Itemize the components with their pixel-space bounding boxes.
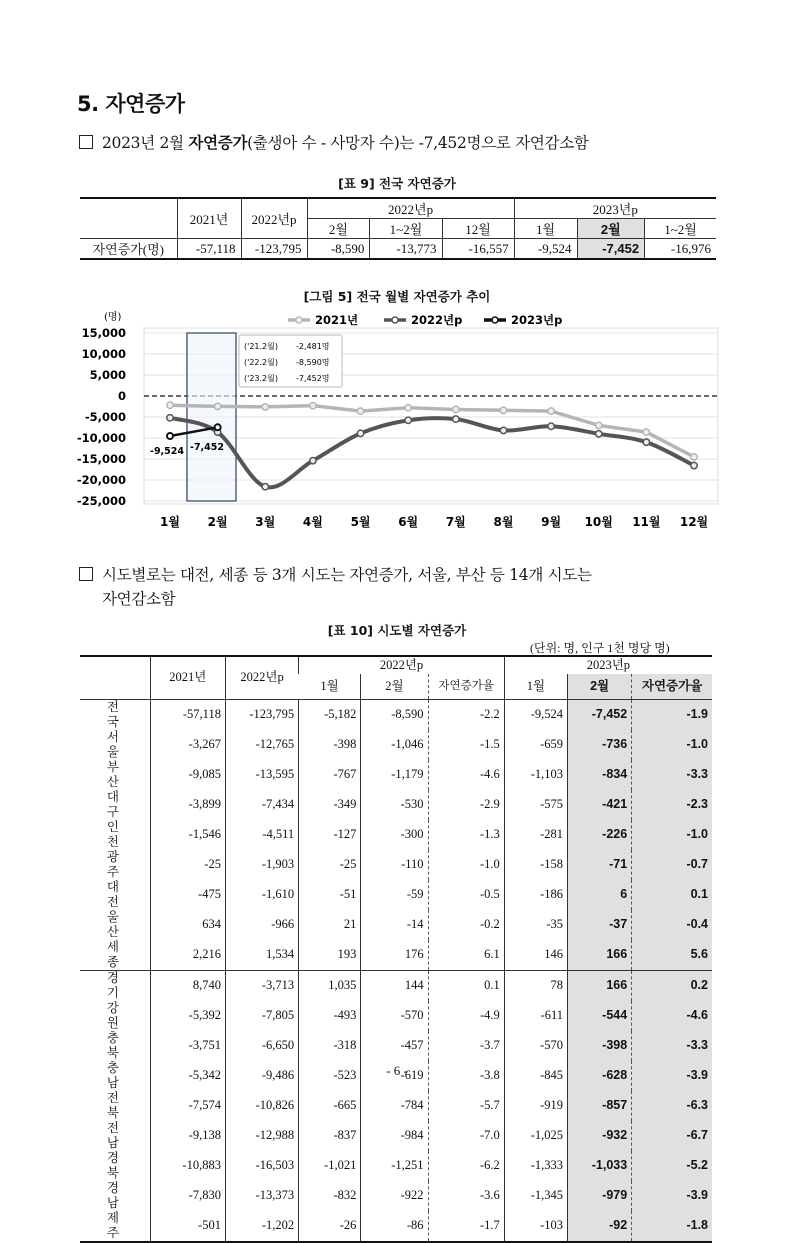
x-tick-label: 9월: [541, 515, 562, 529]
page-number: - 6 -: [386, 1063, 408, 1078]
y-tick-label: 0: [117, 389, 126, 403]
table-row: 충남 -5,342 -9,486 -523 -619 -3.8 -845 -628 -3.9: [80, 1061, 712, 1091]
x-tick-label: 2월: [207, 515, 228, 529]
series-point: [357, 430, 363, 436]
table-row: 세종 2,216 1,534 193 176 6.1 146 166 5.6: [80, 940, 712, 971]
table-row: 경북 -10,883 -16,503 -1,021 -1,251 -6.2 -1,333 -1,033 -5.2: [80, 1151, 712, 1181]
table-row: 제주 -501 -1,202 -26 -86 -1.7 -103 -92 -1.8: [80, 1211, 712, 1242]
square-bullet-icon: [79, 135, 93, 149]
annotation-box: [239, 335, 342, 387]
table-row: 경기 8,740 -3,713 1,035 144 0.1 78 166 0.2: [80, 970, 712, 1001]
series-point: [214, 403, 220, 409]
table-row: 서울 -3,267 -12,765 -398 -1,046 -1.5 -659 -736 -1.0: [80, 730, 712, 760]
y-tick-label: 10,000: [81, 347, 126, 361]
x-tick-label: 1월: [160, 515, 180, 529]
legend-label: 2022년p: [411, 313, 463, 327]
y-tick-label: -5,000: [84, 410, 126, 424]
series-point: [596, 431, 602, 437]
table-row: 대구 -3,899 -7,434 -349 -530 -2.9 -575 -421 -2.3: [80, 790, 712, 820]
table-row: 경남 -7,830 -13,373 -832 -922 -3.6 -1,345 -979 -3.9: [80, 1181, 712, 1211]
x-tick-label: 5월: [350, 515, 371, 529]
table-row: 대전 -475 -1,610 -51 -59 -0.5 -186 6 0.1: [80, 880, 712, 910]
table-row: 충북 -3,751 -6,650 -318 -457 -3.7 -570 -398 -3.3: [80, 1031, 712, 1061]
svg-text:-7,452명: -7,452명: [296, 374, 330, 383]
series-point: [310, 402, 316, 408]
series-point: [500, 427, 506, 433]
series-point: [453, 406, 459, 412]
x-tick-label: 8월: [493, 515, 514, 529]
table9-row-label: 자연증가(명): [80, 239, 177, 260]
figure5-chart: [0, 300, 794, 545]
x-tick-label: 11월: [632, 515, 661, 529]
table9: 2021년 2022년p 2022년p 2023년p 2월 1~2월 12월 1월 2월 1~2월 자연증가(명) -57,118 -123,795 -8,590 -13,773 -16,557 -9,524 -7,452 -16,976: [80, 197, 716, 260]
figure5-caption: [그림 5] 전국 월별 자연증가 추이: [303, 289, 491, 304]
y-tick-label: -20,000: [76, 473, 126, 487]
series-point: [453, 416, 459, 422]
series-point: [262, 484, 268, 490]
table-row: 전국 -57,118 -123,795 -5,182 -8,590 -2.2 -9,524 -7,452 -1.9: [80, 699, 712, 730]
series-point: [167, 415, 173, 421]
table-row: 강원 -5,392 -7,805 -493 -570 -4.9 -611 -544 -4.6: [80, 1001, 712, 1031]
table10: 2021년 2022년p 2022년p 2023년p 1월 2월 자연증가율 1월 2월 자연증가율 전국 -57,118 -123,795 -5,182 -8,590 -2.2 -9,524 -7,452 -1.9 서울 -3,267 -12,765 -398 -1,046 -1.5 -659 -736 -1.0 부산 -9,085 -13,595 -767 -1,179 -4.6 -1,103 -834 -3.3 대구 -3,899 -7,434 -349 -530 -2.9 -575 -421 -2.3 인천 -1,546 -4,511 -127 -300 -1.3 -281 -226 -1.0 광주 -25 -1,903 -25 -110 -1.0 -158 -71 -0.7 대전 -475 -1,610 -51 -59 -0.5 -186 6 0.1 울산 634 -966 21 -14 -0.2 -35 -37 -0.4 세종 2,216 1,534 193 176 6.1 146 166 5.6 경기 8,740 -3,713 1,035 144 0.1 78 166 0.2 강원 -5,392 -7,805 -493 -570 -4.9 -611 -544 -4.6 충북 -3,751 -6,650 -318 -457 -3.7 -570 -398 -3.3 충남 -5,342 -9,486 -523 -619 -3.8 -845 -628 -3.9 전북 -7,574 -10,826 -665 -784 -5.7 -919 -857 -6.3 전남 -9,138 -12,988 -837 -984 -7.0 -1,025 -932 -6.7 경북 -10,883 -16,503 -1,021 -1,251 -6.2 -1,333 -1,033 -5.2 경남 -7,830 -13,373 -832 -922 -3.6 -1,345 -979 -3.9 제주 -501 -1,202 -26 -86 -1.7 -103 -92 -1.8: [80, 655, 712, 1243]
svg-text:('23.2월): ('23.2월): [244, 374, 278, 383]
series-point: [262, 404, 268, 410]
table-row: 울산 634 -966 21 -14 -0.2 -35 -37 -0.4: [80, 910, 712, 940]
series-point: [643, 429, 649, 435]
series-point: [500, 407, 506, 413]
series-point: [215, 424, 221, 430]
y-unit-label: (명): [104, 312, 122, 323]
x-tick-label: 4월: [302, 515, 323, 529]
series-point: [405, 405, 411, 411]
series-point: [596, 422, 602, 428]
bullet-summary: 2023년 2월 자연증가(출생아 수 - 사망자 수)는 -7,452명으로 자연감소함: [79, 131, 589, 155]
point-label-feb-2023: -7,452: [190, 442, 224, 453]
series-point: [643, 439, 649, 445]
svg-text:-2,481명: -2,481명: [296, 342, 330, 351]
x-tick-label: 12월: [679, 515, 709, 529]
series-point: [548, 423, 554, 429]
table-row: 전북 -7,574 -10,826 -665 -784 -5.7 -919 -857 -6.3: [80, 1091, 712, 1121]
table-row: 부산 -9,085 -13,595 -767 -1,179 -4.6 -1,103 -834 -3.3: [80, 760, 712, 790]
bullet-regional: 시도별로는 대전, 세종 등 3개 시도는 자연증가, 서울, 부산 등 14개 시도는 자연감소함: [79, 563, 592, 611]
series-point: [691, 462, 697, 468]
table9-caption: [표 9] 전국 자연증가: [338, 176, 456, 191]
highlight-box-february: [187, 333, 236, 501]
svg-text:-8,590명: -8,590명: [296, 358, 330, 367]
y-tick-label: 5,000: [89, 368, 126, 382]
point-label-jan-2023: -9,524: [150, 446, 184, 457]
table-row: 인천 -1,546 -4,511 -127 -300 -1.3 -281 -226 -1.0: [80, 820, 712, 850]
series-point: [357, 408, 363, 414]
table-row: 전남 -9,138 -12,988 -837 -984 -7.0 -1,025 -932 -6.7: [80, 1121, 712, 1151]
y-tick-label: -25,000: [76, 494, 126, 508]
x-tick-label: 10월: [584, 515, 613, 529]
table10-unit: (단위: 명, 인구 1천 명당 명): [530, 641, 670, 655]
series-point: [691, 454, 697, 460]
series-point: [548, 408, 554, 414]
series-point: [310, 457, 316, 463]
y-tick-label: -15,000: [76, 452, 126, 466]
table10-caption: [표 10] 시도별 자연증가: [327, 623, 467, 638]
y-tick-label: -10,000: [76, 431, 126, 445]
x-tick-label: 7월: [445, 515, 466, 529]
chart-legend: [288, 313, 562, 327]
series-point: [167, 402, 173, 408]
section-title: 5. 자연증가: [77, 92, 185, 116]
y-tick-label: 15,000: [81, 326, 126, 340]
svg-text:('21.2월): ('21.2월): [244, 342, 278, 351]
svg-text:('22.2월): ('22.2월): [244, 358, 278, 367]
series-point: [167, 433, 173, 439]
x-tick-label: 6월: [398, 515, 419, 529]
table-row: 광주 -25 -1,903 -25 -110 -1.0 -158 -71 -0.7: [80, 850, 712, 880]
square-bullet-icon: [79, 567, 93, 581]
legend-label: 2023년p: [511, 313, 563, 327]
legend-label: 2021년: [315, 313, 359, 327]
series-point: [405, 417, 411, 423]
x-tick-label: 3월: [255, 515, 276, 529]
